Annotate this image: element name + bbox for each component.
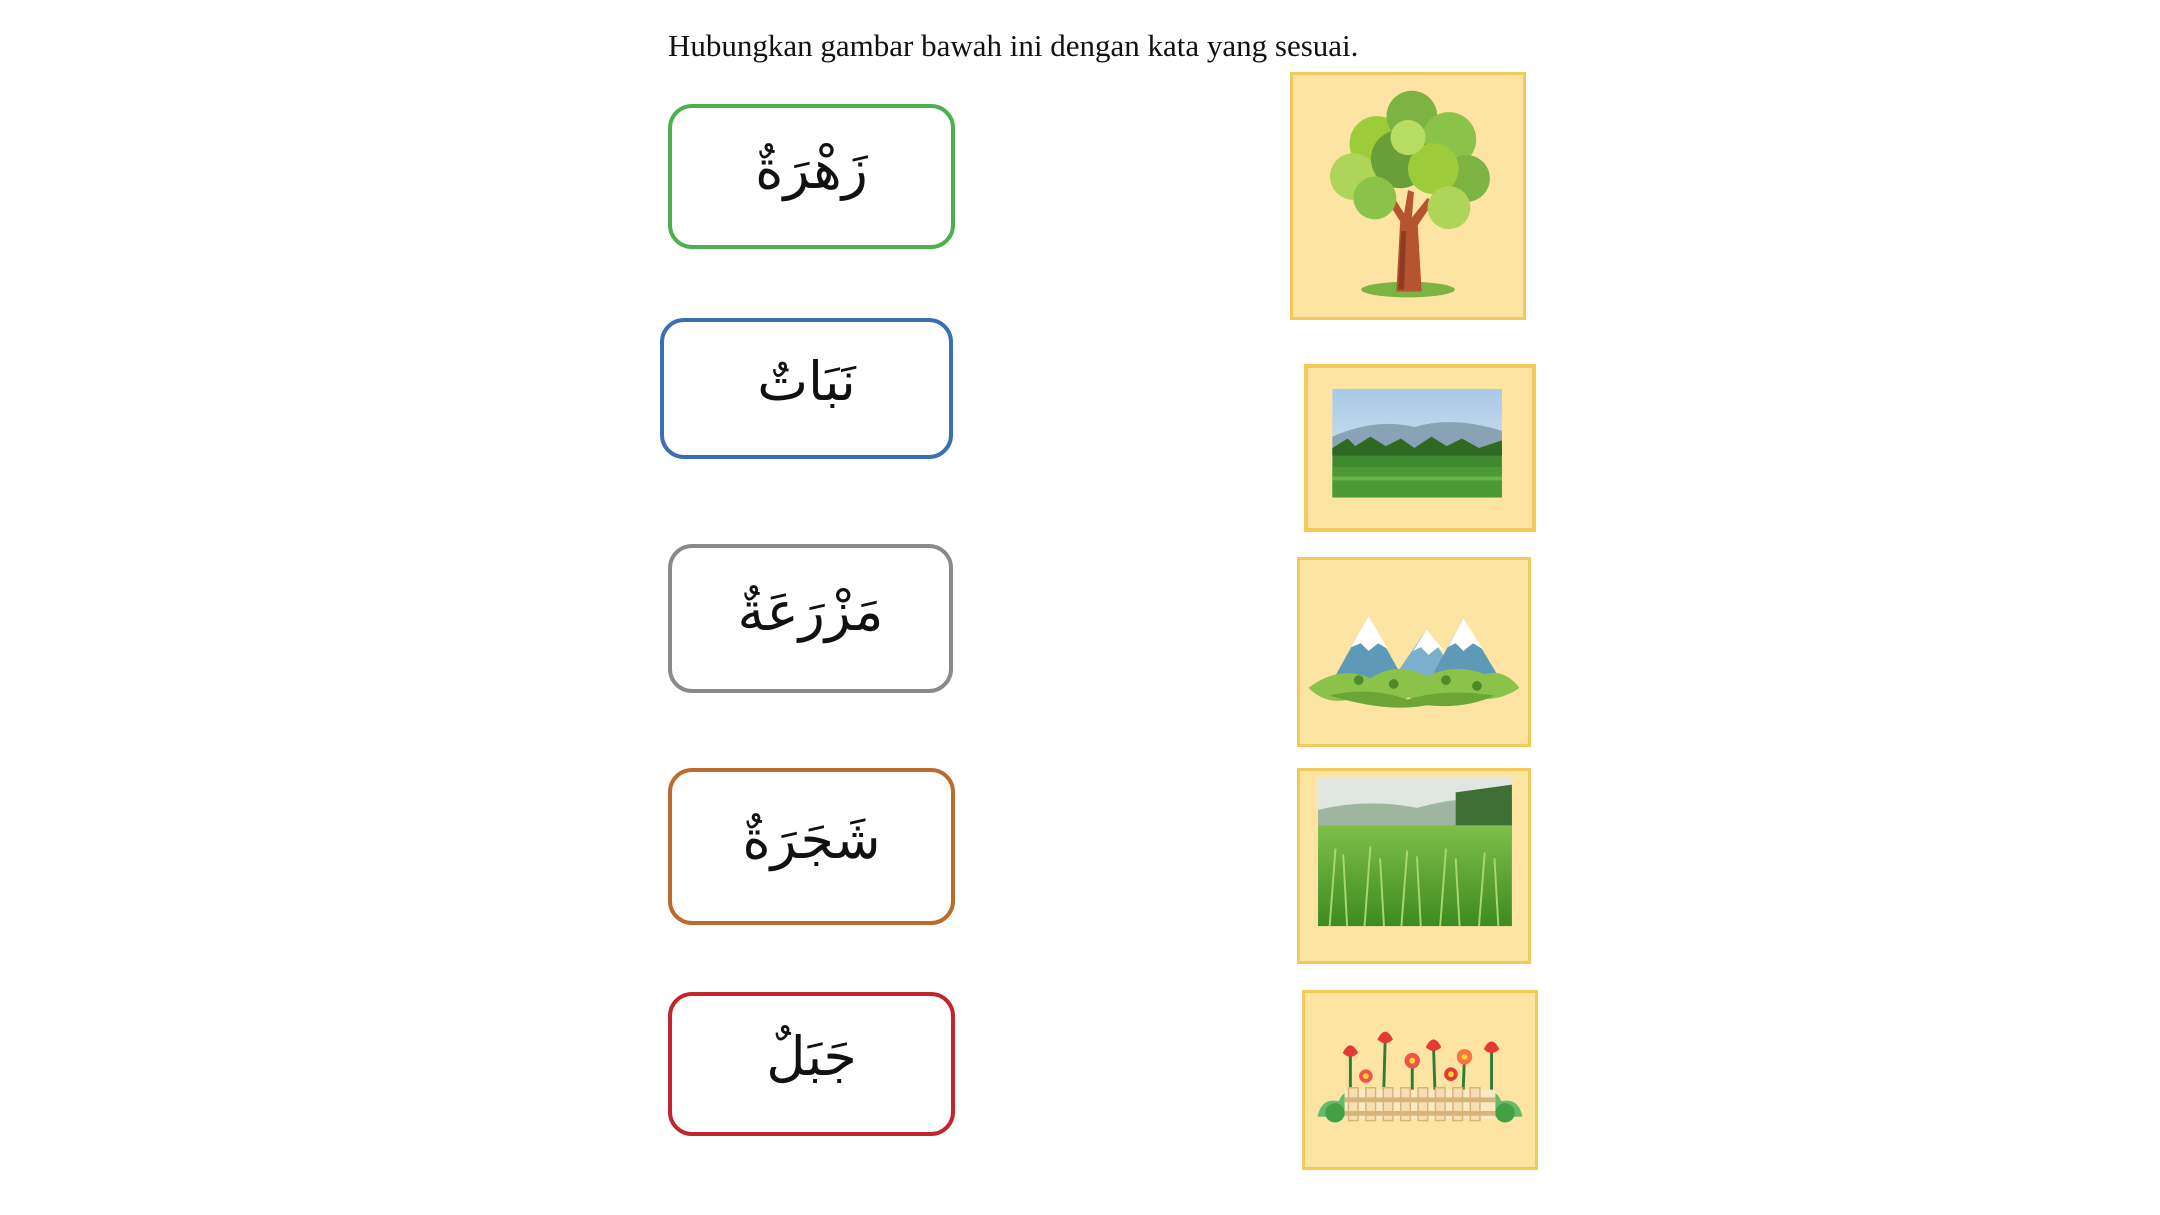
word-label: نَبَاتٌ [757, 349, 856, 413]
word-card-jabal[interactable] [668, 992, 955, 1136]
word-label: جَبَلٌ [766, 1025, 857, 1088]
word-label: زَهْرَةٌ [755, 137, 868, 201]
word-card-nabat[interactable] [660, 318, 953, 459]
flower-garden-icon [1305, 993, 1535, 1167]
picture-card-flower-garden[interactable] [1302, 990, 1538, 1170]
word-card-mazraah[interactable] [668, 544, 953, 693]
instruction-text: Hubungkan gambar bawah ini dengan kata yang sesuai. [668, 28, 1359, 63]
word-card-syajarah[interactable] [668, 768, 955, 925]
rice-field-photo [1300, 771, 1528, 961]
picture-card-mountains[interactable] [1297, 557, 1531, 747]
word-card-zahrah[interactable] [668, 104, 955, 249]
word-label: مَزْرَعَةٌ [737, 579, 884, 643]
landscape-photo [1308, 368, 1532, 528]
picture-card-rice-field[interactable] [1297, 768, 1531, 964]
tree-icon [1293, 75, 1523, 317]
mountains-icon [1300, 560, 1528, 744]
picture-card-tree[interactable] [1290, 72, 1526, 320]
picture-card-landscape[interactable] [1304, 364, 1536, 532]
word-label: شَجَرَةٌ [742, 807, 881, 871]
